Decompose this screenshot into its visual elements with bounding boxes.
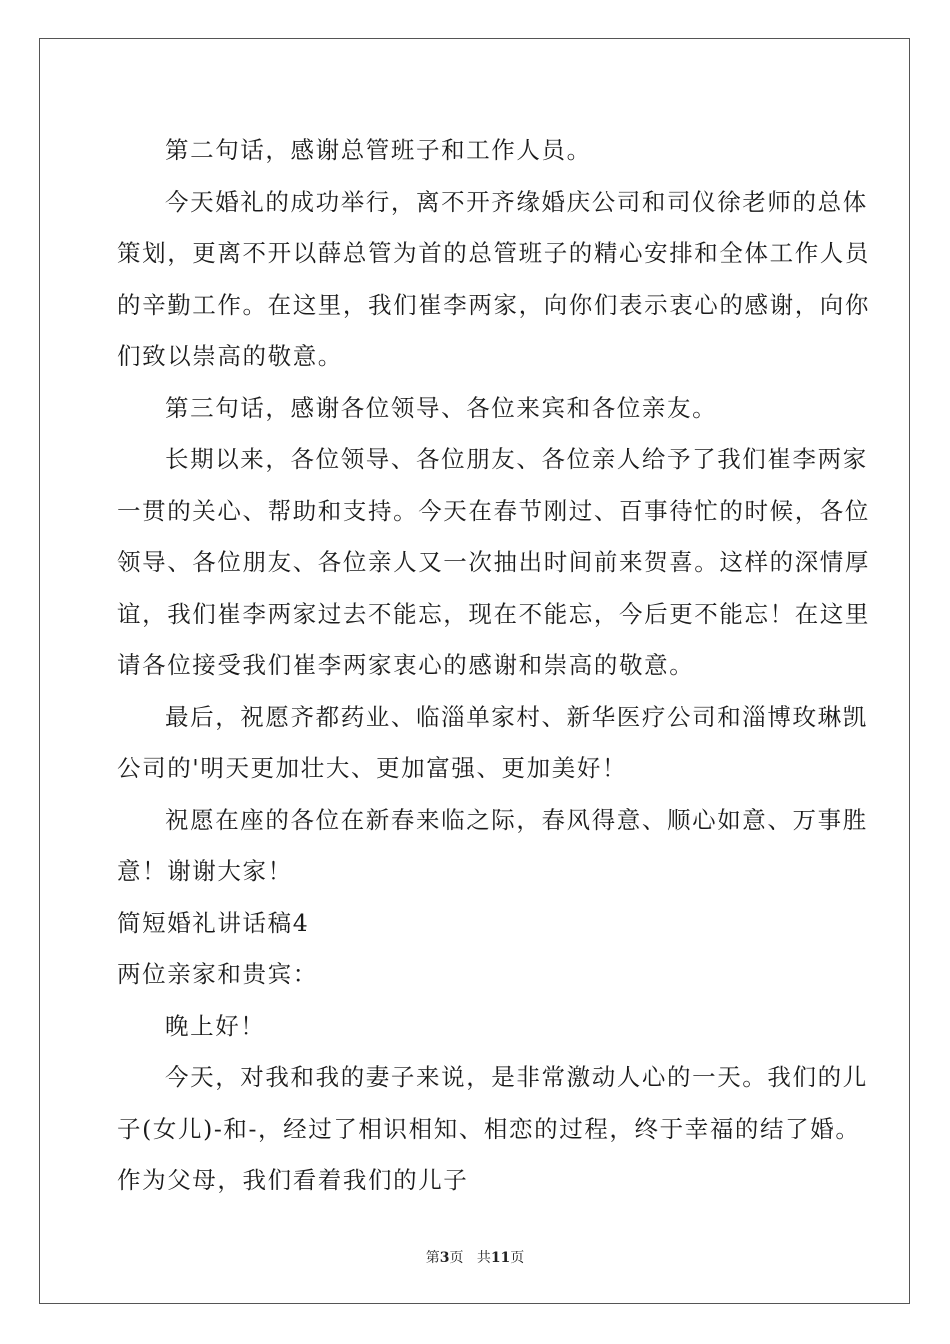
paragraph [117, 795, 868, 898]
text-line: 领导、各位朋友、各位亲人又一次抽出时间前来贺喜。这样的深情厚 [117, 548, 870, 576]
text-line: 一贯的关心、帮助和支持。今天在春节刚过、百事待忙的时候，各位 [117, 496, 870, 525]
paragraph [117, 125, 837, 177]
text-line: 今天婚礼的成功举行，离不开齐缘婚庆公司和司仪徐老师的总体 [165, 187, 868, 216]
text-line: 策划，更离不开以薛总管为首的总管班子的精心安排和全体工作人员 [117, 239, 870, 267]
text-line: 意！谢谢大家！ [117, 857, 293, 885]
total-label-prefix: 共 [476, 1250, 491, 1266]
text-line: 简短婚礼讲话稿4 [117, 908, 310, 937]
page-footer [0, 1247, 950, 1267]
text-line: 子(女儿)-和-，经过了相识相知、相恋的过程，终于幸福的结了婚。 [117, 1114, 861, 1143]
text-line: 请各位接受我们崔李两家衷心的感谢和崇高的敬意。 [117, 651, 695, 679]
total-label-suffix: 页 [510, 1250, 525, 1266]
text-line: 两位亲家和贵宾： [117, 960, 318, 988]
text-line: 的辛勤工作。在这里，我们崔李两家，向你们表示衷心的感谢，向你 [117, 290, 870, 319]
paragraph [117, 383, 837, 435]
total-pages-number: 11 [490, 1250, 511, 1266]
paragraph [117, 692, 868, 795]
document-body [117, 125, 870, 1207]
paragraph [117, 1001, 837, 1053]
text-line: 第二句话，感谢总管班子和工作人员。 [165, 136, 592, 164]
text-line: 公司的'明天更加壮大、更加富强、更加美好！ [117, 754, 628, 782]
paragraph [117, 949, 837, 1001]
page-label-suffix: 页 [449, 1250, 464, 1266]
text-line: 长期以来，各位领导、各位朋友、各位亲人给予了我们崔李两家 [165, 445, 868, 473]
paragraph [117, 1052, 868, 1207]
text-line: 祝愿在座的各位在新春来临之际，春风得意、顺心如意、万事胜 [165, 805, 868, 834]
paragraph [117, 898, 837, 950]
page-label-prefix: 第 [425, 1250, 440, 1266]
current-page-number: 3 [439, 1250, 450, 1266]
text-line: 第三句话，感谢各位领导、各位来宾和各位亲友。 [165, 393, 718, 422]
paragraph [117, 177, 870, 383]
text-line: 今天，对我和我的妻子来说，是非常激动人心的一天。我们的儿 [165, 1063, 868, 1091]
text-line: 作为父母，我们看着我们的儿子 [117, 1166, 469, 1194]
text-line: 晚上好！ [165, 1011, 266, 1040]
text-line: 最后，祝愿齐都药业、临淄单家村、新华医疗公司和淄博玫琳凯 [165, 702, 868, 731]
text-line: 谊，我们崔李两家过去不能忘，现在不能忘，今后更不能忘！在这里 [117, 599, 870, 628]
text-line: 们致以崇高的敬意。 [117, 342, 343, 370]
paragraph [117, 434, 870, 692]
